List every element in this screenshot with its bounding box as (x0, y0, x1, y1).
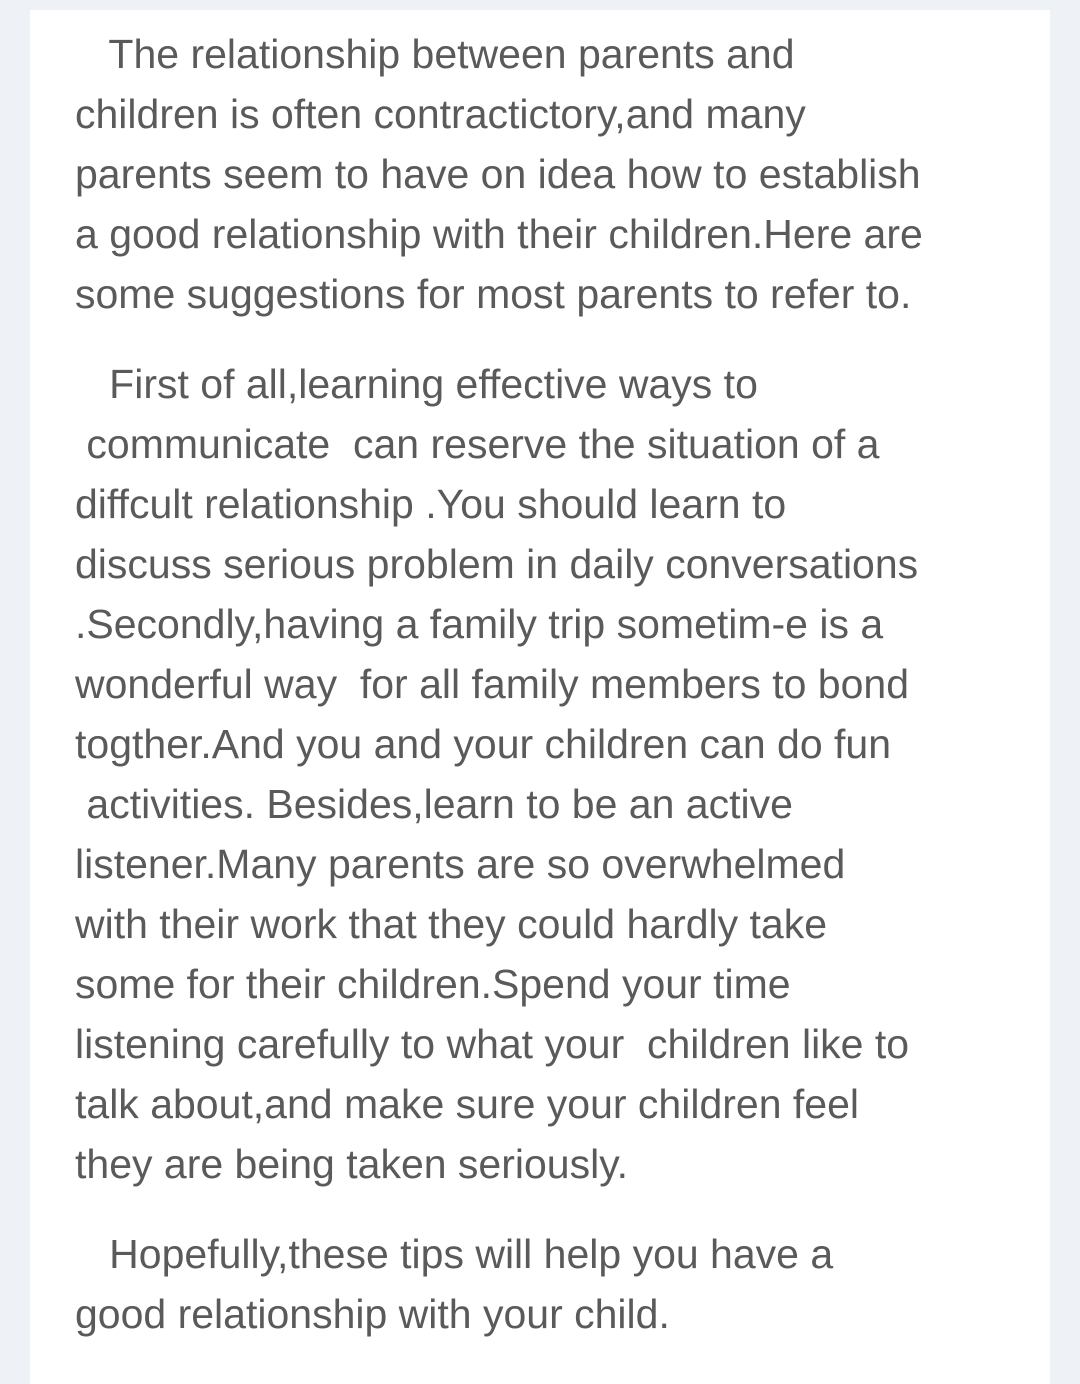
text-line: wonderful way for all family members to bond (75, 661, 910, 707)
essay-paragraph-3 (75, 1224, 1035, 1344)
text-line: parents seem to have on idea how to establish (75, 151, 921, 197)
text-line: discuss serious problem in daily conversations (75, 541, 919, 587)
text-line: some for their children.Spend your time (75, 961, 791, 1007)
essay-paragraph-2 (75, 354, 1035, 1194)
text-line: some suggestions for most parents to refer to. (75, 271, 912, 317)
text-line: listening carefully to what your children like to (75, 1021, 910, 1067)
document-page (30, 10, 1050, 1384)
text-line: .Secondly,having a family trip sometim-e is a (75, 601, 884, 647)
text-line: communicate can reserve the situation of a (75, 421, 880, 467)
essay-paragraph-1 (75, 24, 1035, 324)
text-line: First of all,learning effective ways to (75, 361, 758, 407)
text-line: diffcult relationship .You should learn to (75, 481, 787, 527)
text-line: togther.And you and your children can do fun (75, 721, 892, 767)
text-line: a good relationship with their children.Here are (75, 211, 923, 257)
text-line: with their work that they could hardly take (75, 901, 828, 947)
text-line: good relationship with your child. (75, 1291, 670, 1337)
text-line: children is often contractictory,and many (75, 91, 806, 137)
essay-text (75, 24, 1035, 1374)
text-line: activities. Besides,learn to be an active (75, 781, 793, 827)
text-line: talk about,and make sure your children feel (75, 1081, 860, 1127)
text-line: listener.Many parents are so overwhelmed (75, 841, 846, 887)
text-line: they are being taken seriously. (75, 1141, 629, 1187)
text-line: The relationship between parents and (75, 31, 795, 77)
text-line: Hopefully,these tips will help you have a (75, 1231, 834, 1277)
